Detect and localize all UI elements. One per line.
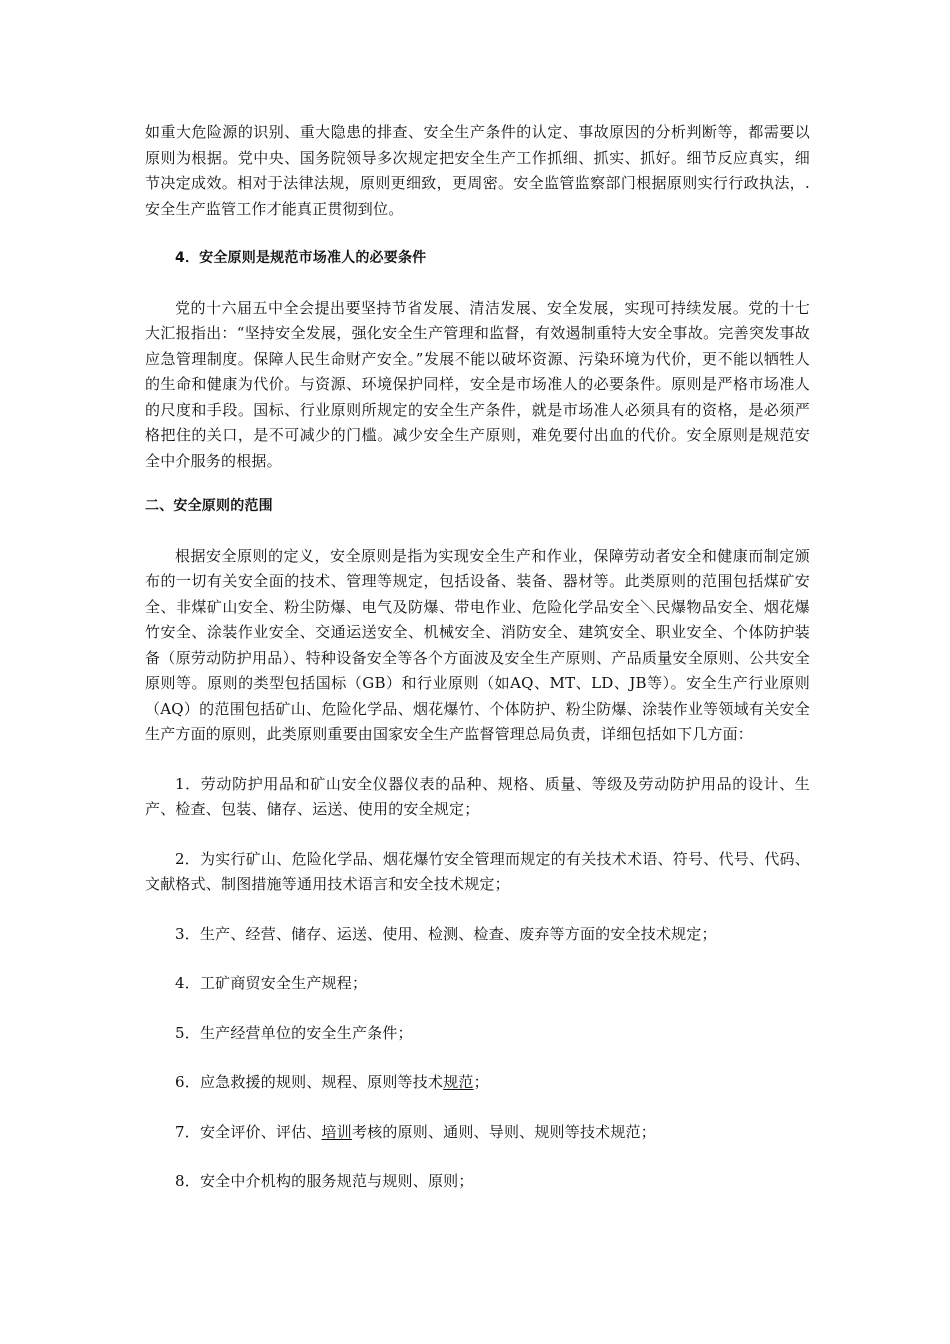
list-item-3: 3．生产、经营、储存、运送、使用、检测、检查、废弃等方面的安全技术规定； — [175, 924, 717, 943]
list-item-7-end: 考核的原则、通则、导则、规则等技术规范； — [351, 1122, 656, 1141]
list-item-5: 5．生产经营单位的安全生产条件； — [175, 1023, 413, 1042]
section-heading-scope: 二、安全原则的范围 — [145, 498, 273, 514]
paragraph-principles-detail: 如重大危险源的识别、重大隐患的排查、安全生产条件的认定、事故原因的分析判断等，都需要以原则为根据。党中央、国务院领导多次规定把安全生产工作抓细、抓实、抓好。细节反应真实，细节决定成效。相对于法律法规，原则更细致，更周密。安全监管监察部门根据原则实行行政执法，. 安全生产监管工作才能真正贯彻到位。 — [145, 123, 810, 218]
list-item-6 — [145, 1070, 810, 1096]
list-item-4: 4．工矿商贸安全生产规程； — [175, 974, 368, 992]
link-peixun[interactable]: 培训 — [321, 1122, 352, 1141]
list-item-7 — [145, 1120, 810, 1146]
list-item-7-text: 7．安全评价、评估、 — [175, 1122, 322, 1141]
list-item-8: 8．安全中介机构的服务规范与规则、原则； — [175, 1172, 474, 1190]
section-heading-4: 4．安全原则是规范市场准人的必要条件 — [175, 250, 427, 266]
list-item-6-text: 6．应急救援的规则、规程、原则等技术 — [175, 1073, 444, 1091]
document-page — [145, 120, 810, 1195]
list-item-1: 1．劳动防护用品和矿山安全仪器仪表的品种、规格、质量、等级及劳动防护用品的设计、生产、检查、包装、储存、运送、使用的安全规定； — [145, 774, 810, 818]
paragraph-market-access: 党的十六届五中全会提出要坚持节省发展、清洁发展、安全发展，实现可持续发展。党的十七大汇报指出：“坚持安全发展，强化安全生产管理和监督，有效遏制重特大安全事故。完善突发事故应急管理制度。保障人民生命财产安全。”发展不能以破坏资源、污染环境为代价，更不能以牺牲人的生命和健康为代价。与资源、环境保护同样，安全是市场准人的必要条件。原则是严格市场准人的尺度和手段。国标、行业原则所规定的安全生产条件，就是市场准人必须具有的资格，是必须严格把住的关口，是不可减少的门槛。减少安全生产原则，难免要付出血的代价。安全原则是规范安全中介服务的根据。 — [145, 298, 810, 470]
list-item-6-end: ； — [473, 1073, 489, 1091]
list-item-2: 2．为实行矿山、危险化学品、烟花爆竹安全管理而规定的有关技术术语、符号、代号、代码、文献格式、制图措施等通用技术语言和安全技术规定； — [145, 849, 810, 893]
paragraph-scope-definition: 根据安全原则的定义，安全原则是指为实现安全生产和作业，保障劳动者安全和健康而制定颁布的一切有关安全面的技术、管理等规定，包括设备、装备、器材等。此类原则的范围包括煤矿安全、非煤矿山安全、粉尘防爆、电气及防爆、带电作业、危险化学品安全＼民爆物品安全、烟花爆竹安全、涂装作业安全、交通运送安全、机械安全、消防安全、建筑安全、职业安全、个体防护装备（原劳动防护用品）、特种设备安全等各个方面波及安全生产原则、产品质量安全原则、公共安全原则等。原则的类型包括国标（GB）和行业原则（如AQ、MT、LD、JB等）。安全生产行业原则（AQ）的范围包括矿山、危险化学品、烟花爆竹、个体防护、粉尘防爆、涂装作业等领域有关安全生产方面的原则，此类原则重要由国家安全生产监督管理总局负责，详细包括如下几方面： — [145, 546, 810, 743]
link-guifan[interactable]: 规范 — [443, 1073, 474, 1091]
